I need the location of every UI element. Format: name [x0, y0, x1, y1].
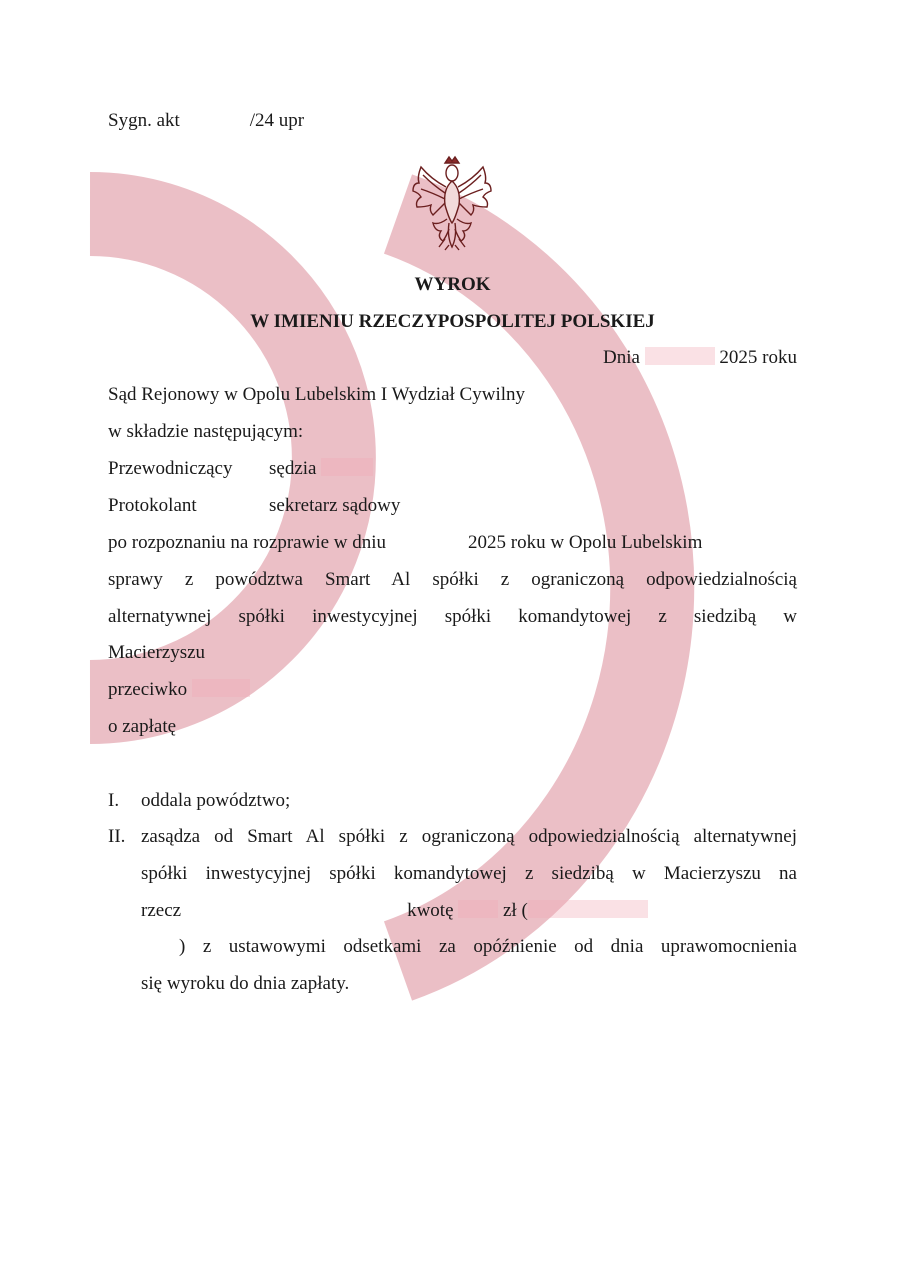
hearing-line [108, 531, 797, 555]
clerk-label: Protokolant [108, 495, 197, 516]
case-line-1: sprawy z powództwa Smart Al spółki z ograniczoną odpowiedzialnością [108, 569, 797, 590]
ruling-2-interest: z ustawowymi odsetkami za opóźnienie od dnia uprawomocnienia [202, 936, 797, 957]
chair-row [108, 457, 797, 481]
verdict-date [108, 346, 797, 370]
ruling-1-text: oddala powództwo; [141, 790, 291, 811]
ruling-2-line-4 [141, 935, 797, 959]
verdict-title: WYROK [414, 274, 491, 295]
court-name: Sąd Rejonowy w Opolu Lubelskim I Wydział Cywilny [108, 384, 525, 405]
redacted-amount-words [528, 900, 648, 918]
clerk-row [108, 494, 797, 518]
ruling-2-rzecz: rzecz [141, 900, 182, 921]
redacted-amount [458, 900, 498, 918]
ruling-2-line-5: się wyroku do dnia zapłaty. [141, 973, 350, 994]
against-line [108, 678, 797, 702]
against-label: przeciwko [108, 679, 188, 700]
case-signature [108, 109, 797, 133]
ruling-2-number: II. [108, 826, 126, 847]
redacted-defendant [192, 679, 250, 697]
ruling-1-number: I. [108, 790, 120, 811]
redacted-judge-name [321, 458, 373, 476]
ruling-2-line-1: zasądza od Smart Al spółki z ograniczoną odpowiedzialnością alternatywnej [141, 826, 797, 847]
chair-label: Przewodniczący [108, 458, 233, 479]
clerk-value: sekretarz sądowy [269, 495, 401, 516]
ruling-2-zl: zł ( [503, 900, 528, 921]
ruling-2-kwote: kwotę [407, 900, 454, 921]
signature-prefix: Sygn. akt [108, 110, 180, 131]
verdict-subtitle: W IMIENIU RZECZYPOSPOLITEJ POLSKIEJ [250, 311, 655, 332]
chair-value: sędzia [269, 458, 317, 479]
hearing-suffix: 2025 roku w Opolu Lubelskim [468, 532, 703, 553]
date-prefix: Dnia [602, 347, 640, 368]
signature-suffix: /24 upr [249, 110, 305, 131]
case-line-3: Macierzyszu [108, 642, 206, 663]
case-line-2: alternatywnej spółki inwestycyjnej spółki komandytowej z siedzibą w [108, 606, 797, 627]
redacted-date [645, 347, 715, 365]
ruling-2-line-2: spółki inwestycyjnej spółki komandytowej z siedzibą w Macierzyszu na [141, 863, 797, 884]
ruling-2-paren-close: ) [179, 936, 186, 957]
polish-eagle-emblem-icon [409, 153, 495, 251]
hearing-prefix: po rozpoznaniu na rozprawie w dniu [108, 532, 387, 553]
court-composition: w składzie następującym: [108, 421, 304, 442]
case-subject: o zapłatę [108, 716, 177, 737]
ruling-2-line-3 [141, 899, 797, 923]
date-suffix: 2025 roku [719, 347, 797, 368]
